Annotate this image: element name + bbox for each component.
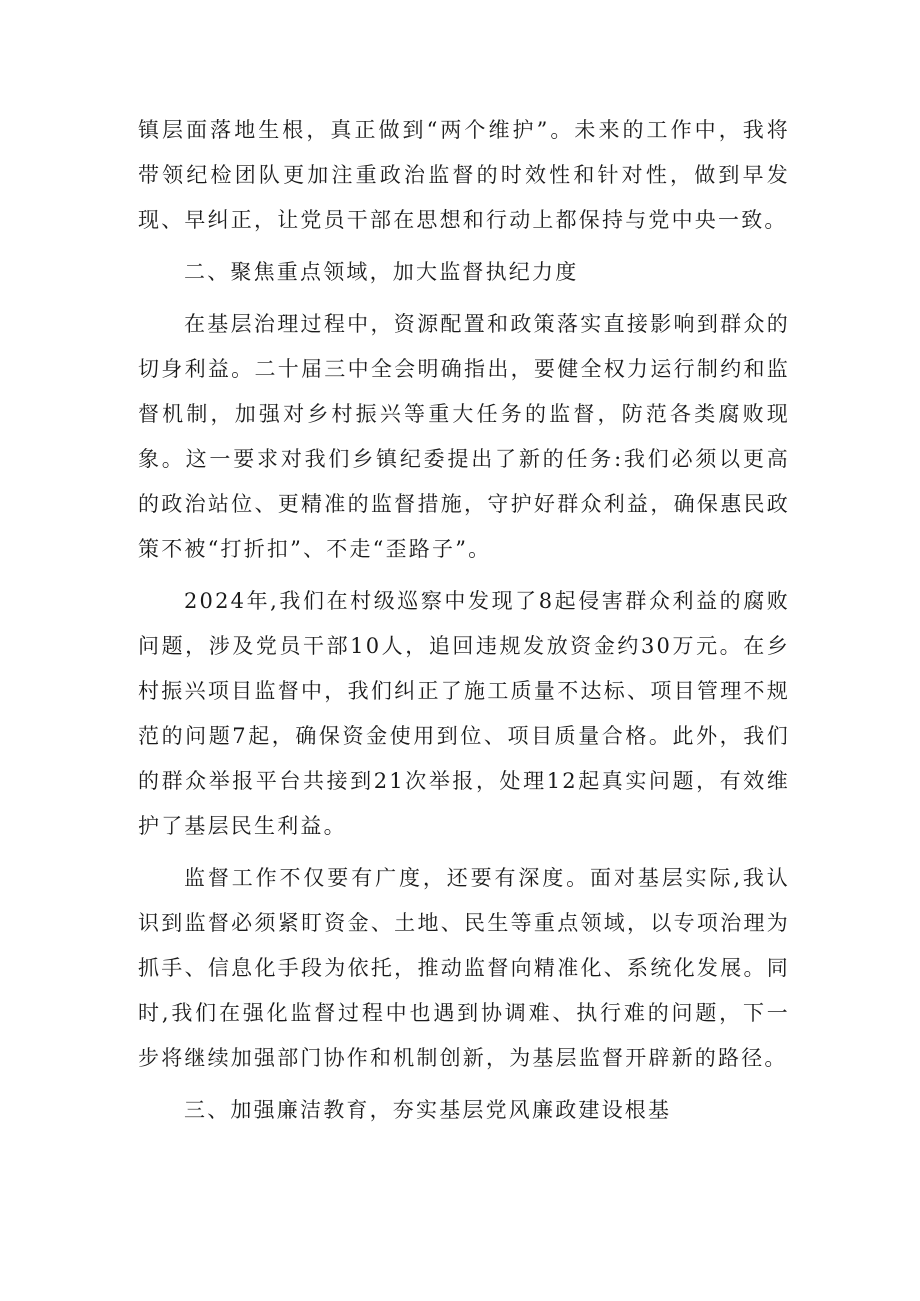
section-heading-2: 二、聚焦重点领域，加大监督执纪力度	[184, 260, 579, 284]
paragraph-continuation: 镇层面落地生根，真正做到“两个维护”。未来的工作中，我将带领纪检团队更加注重政治监督的时效性和针对性，做到早发现、早纠正，让党员干部在思想和行动上都保持与党中央一致。	[138, 118, 790, 232]
paragraph: 在基层治理过程中，资源配置和政策落实直接影响到群众的切身利益。二十届三中全会明确指出，要健全权力运行制约和监督机制，加强对乡村振兴等重大任务的监督，防范各类腐败现象。这一要求对我们乡镇纪委提出了新的任务:我们必须以更高的政治站位、更精准的监督措施，守护好群众利益，确保惠民政策不被“打折扣”、不走“歪路子”。	[138, 312, 790, 561]
document-body	[138, 108, 790, 1133]
paragraph: 2024年,我们在村级巡察中发现了8起侵害群众利益的腐败问题，涉及党员干部10人，追回违规发放资金约30万元。在乡村振兴项目监督中，我们纠正了施工质量不达标、项目管理不规范的问题7起，确保资金使用到位、项目质量合格。此外，我们的群众举报平台共接到21次举报，处理12起真实问题，有效维护了基层民生利益。	[138, 589, 790, 838]
section-heading-3: 三、加强廉洁教育，夯实基层党风廉政建设根基	[184, 1098, 672, 1122]
paragraph: 监督工作不仅要有广度，还要有深度。面对基层实际,我认识到监督必须紧盯资金、土地、民生等重点领域，以专项治理为抓手、信息化手段为依托，推动监督向精准化、系统化发展。同时,我们在强化监督过程中也遇到协调难、执行难的问题，下一步将继续加强部门协作和机制创新，为基层监督开辟新的路径。	[138, 866, 790, 1070]
